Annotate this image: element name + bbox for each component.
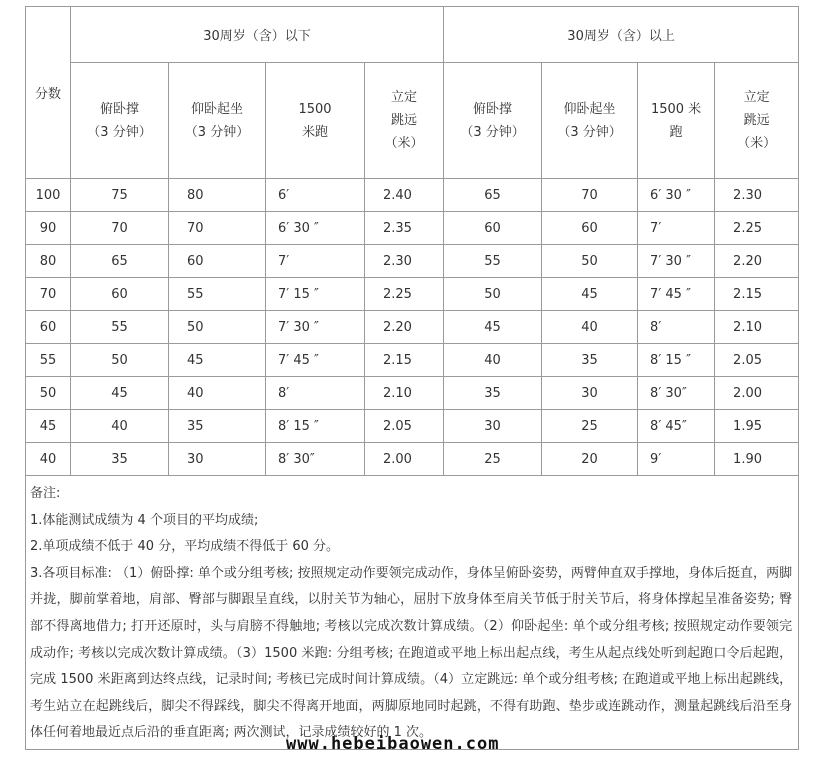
cell-run-over: 7′ 30 ″ [638, 245, 715, 278]
col-header-long-jump: 立定 跳远 （米） [365, 63, 444, 179]
cell-pushup-under: 35 [71, 443, 169, 476]
col-header-long-jump-over: 立定 跳远 （米） [715, 63, 799, 179]
note-item-3: 3.各项目标准: （1）俯卧撑: 单个或分组考核; 按照规定动作要领完成动作，身体呈俯卧姿势，两臂伸直双手撑地，身体后挺直，两脚并拢，脚前掌着地，肩部、臀部与脚跟呈直线，以肘关节为轴心，屈肘下放身体至肩关节低于肘关节后，将身体撑起呈准备姿势; 臀部不得离地借力; 打开还原时，头与肩膀不得触地; 考核以完成次数计算成绩。（2）仰卧起坐: 单个或分组考核; 按照规定动作要领完成动作; 考核以完成次数计算成绩。（3）1500 米跑: 分组考核; 在跑道或平地上标出起点线，考生从起点线处听到起跑口令后起跑，完成 1500 米距离到达终点线，记录时间; 考核已完成时间计算成绩。（4）立定跳远: 单个或分组考核; 在跑道或平地上标出起跳线，考生站立在起跳线后，脚尖不得踩线，脚尖不得离开地面，两脚原地同时起跳，不得有助跑、垫步或连跳动作，测量起跳线后沿至身体任何着地最近点后沿的垂直距离; 两次测试，记录成绩较好的 1 次。 [30, 565, 793, 741]
cell-row-score: 70 [26, 278, 71, 311]
cell-situp-under: 35 [169, 410, 266, 443]
cell-situp-under: 40 [169, 377, 266, 410]
cell-jump-over: 2.15 [715, 278, 799, 311]
cell-jump-over: 1.90 [715, 443, 799, 476]
cell-run-over: 9′ [638, 443, 715, 476]
cell-jump-under: 2.05 [365, 410, 444, 443]
cell-row-score: 45 [26, 410, 71, 443]
cell-pushup-under: 40 [71, 410, 169, 443]
cell-pushup-over: 55 [444, 245, 542, 278]
cell-jump-under: 2.15 [365, 344, 444, 377]
cell-run-over: 7′ [638, 212, 715, 245]
cell-situp-over: 45 [542, 278, 638, 311]
cell-run-under: 6′ 30 ″ [266, 212, 365, 245]
fitness-score-table [25, 6, 799, 750]
cell-situp-under: 80 [169, 179, 266, 212]
cell-row-score: 40 [26, 443, 71, 476]
cell-run-under: 6′ [266, 179, 365, 212]
cell-situp-over: 30 [542, 377, 638, 410]
cell-pushup-under: 55 [71, 311, 169, 344]
cell-situp-over: 20 [542, 443, 638, 476]
cell-jump-under: 2.30 [365, 245, 444, 278]
cell-pushup-over: 50 [444, 278, 542, 311]
col-header-situp-over: 仰卧起坐 （3 分钟） [542, 63, 638, 179]
table-row [26, 410, 799, 443]
group-header-under-30: 30周岁（含）以下 [71, 7, 444, 63]
table-row [26, 278, 799, 311]
table-row [26, 245, 799, 278]
table-row [26, 377, 799, 410]
table-row [26, 443, 799, 476]
group-header-over-30: 30周岁（含）以上 [444, 7, 799, 63]
cell-run-under: 8′ [266, 377, 365, 410]
cell-row-score: 55 [26, 344, 71, 377]
cell-pushup-over: 65 [444, 179, 542, 212]
cell-row-score: 60 [26, 311, 71, 344]
cell-situp-under: 45 [169, 344, 266, 377]
cell-run-over: 8′ [638, 311, 715, 344]
cell-jump-over: 2.00 [715, 377, 799, 410]
notes-section [26, 476, 799, 750]
cell-situp-under: 30 [169, 443, 266, 476]
cell-pushup-under: 70 [71, 212, 169, 245]
cell-situp-over: 60 [542, 212, 638, 245]
cell-row-score: 80 [26, 245, 71, 278]
cell-pushup-over: 40 [444, 344, 542, 377]
cell-pushup-under: 60 [71, 278, 169, 311]
cell-run-over: 6′ 30 ″ [638, 179, 715, 212]
cell-situp-under: 55 [169, 278, 266, 311]
cell-run-over: 8′ 45″ [638, 410, 715, 443]
cell-run-under: 8′ 15 ″ [266, 410, 365, 443]
cell-pushup-under: 50 [71, 344, 169, 377]
cell-jump-over: 2.10 [715, 311, 799, 344]
cell-run-under: 7′ 30 ″ [266, 311, 365, 344]
cell-run-over: 8′ 30″ [638, 377, 715, 410]
cell-jump-under: 2.25 [365, 278, 444, 311]
score-header: 分数 [26, 7, 71, 179]
table-row [26, 311, 799, 344]
cell-situp-over: 35 [542, 344, 638, 377]
table-row [26, 344, 799, 377]
cell-situp-under: 50 [169, 311, 266, 344]
cell-pushup-over: 30 [444, 410, 542, 443]
cell-run-over: 8′ 15 ″ [638, 344, 715, 377]
cell-situp-under: 70 [169, 212, 266, 245]
cell-pushup-under: 65 [71, 245, 169, 278]
cell-pushup-over: 25 [444, 443, 542, 476]
cell-pushup-under: 75 [71, 179, 169, 212]
site-watermark: www.hebeibaowen.com [286, 734, 500, 754]
cell-jump-under: 2.35 [365, 212, 444, 245]
cell-jump-under: 2.40 [365, 179, 444, 212]
cell-row-score: 100 [26, 179, 71, 212]
cell-jump-over: 2.20 [715, 245, 799, 278]
cell-pushup-over: 60 [444, 212, 542, 245]
cell-jump-over: 2.25 [715, 212, 799, 245]
cell-run-under: 7′ 45 ″ [266, 344, 365, 377]
cell-situp-over: 70 [542, 179, 638, 212]
cell-pushup-over: 45 [444, 311, 542, 344]
cell-pushup-under: 45 [71, 377, 169, 410]
col-header-1500m-run-over: 1500 米 跑 [638, 63, 715, 179]
table-row [26, 179, 799, 212]
cell-run-over: 7′ 45 ″ [638, 278, 715, 311]
cell-run-under: 8′ 30″ [266, 443, 365, 476]
cell-jump-over: 2.05 [715, 344, 799, 377]
cell-jump-under: 2.20 [365, 311, 444, 344]
cell-run-under: 7′ [266, 245, 365, 278]
cell-situp-under: 60 [169, 245, 266, 278]
cell-pushup-over: 35 [444, 377, 542, 410]
col-header-1500m-run: 1500 米跑 [266, 63, 365, 179]
cell-row-score: 50 [26, 377, 71, 410]
note-item-1: 1.体能测试成绩为 4 个项目的平均成绩; [30, 512, 259, 528]
cell-jump-over: 2.30 [715, 179, 799, 212]
cell-row-score: 90 [26, 212, 71, 245]
cell-situp-over: 40 [542, 311, 638, 344]
cell-run-under: 7′ 15 ″ [266, 278, 365, 311]
table-row [26, 212, 799, 245]
notes-title: 备注: [30, 486, 61, 501]
cell-jump-over: 1.95 [715, 410, 799, 443]
score-rows [26, 179, 799, 476]
col-header-pushup: 俯卧撑 （3 分钟） [71, 63, 169, 179]
note-item-2: 2.单项成绩不低于 40 分，平均成绩不得低于 60 分。 [30, 539, 340, 555]
cell-situp-over: 50 [542, 245, 638, 278]
col-header-pushup-over: 俯卧撑 （3 分钟） [444, 63, 542, 179]
col-header-situp: 仰卧起坐 （3 分钟） [169, 63, 266, 179]
cell-situp-over: 25 [542, 410, 638, 443]
cell-jump-under: 2.00 [365, 443, 444, 476]
cell-jump-under: 2.10 [365, 377, 444, 410]
